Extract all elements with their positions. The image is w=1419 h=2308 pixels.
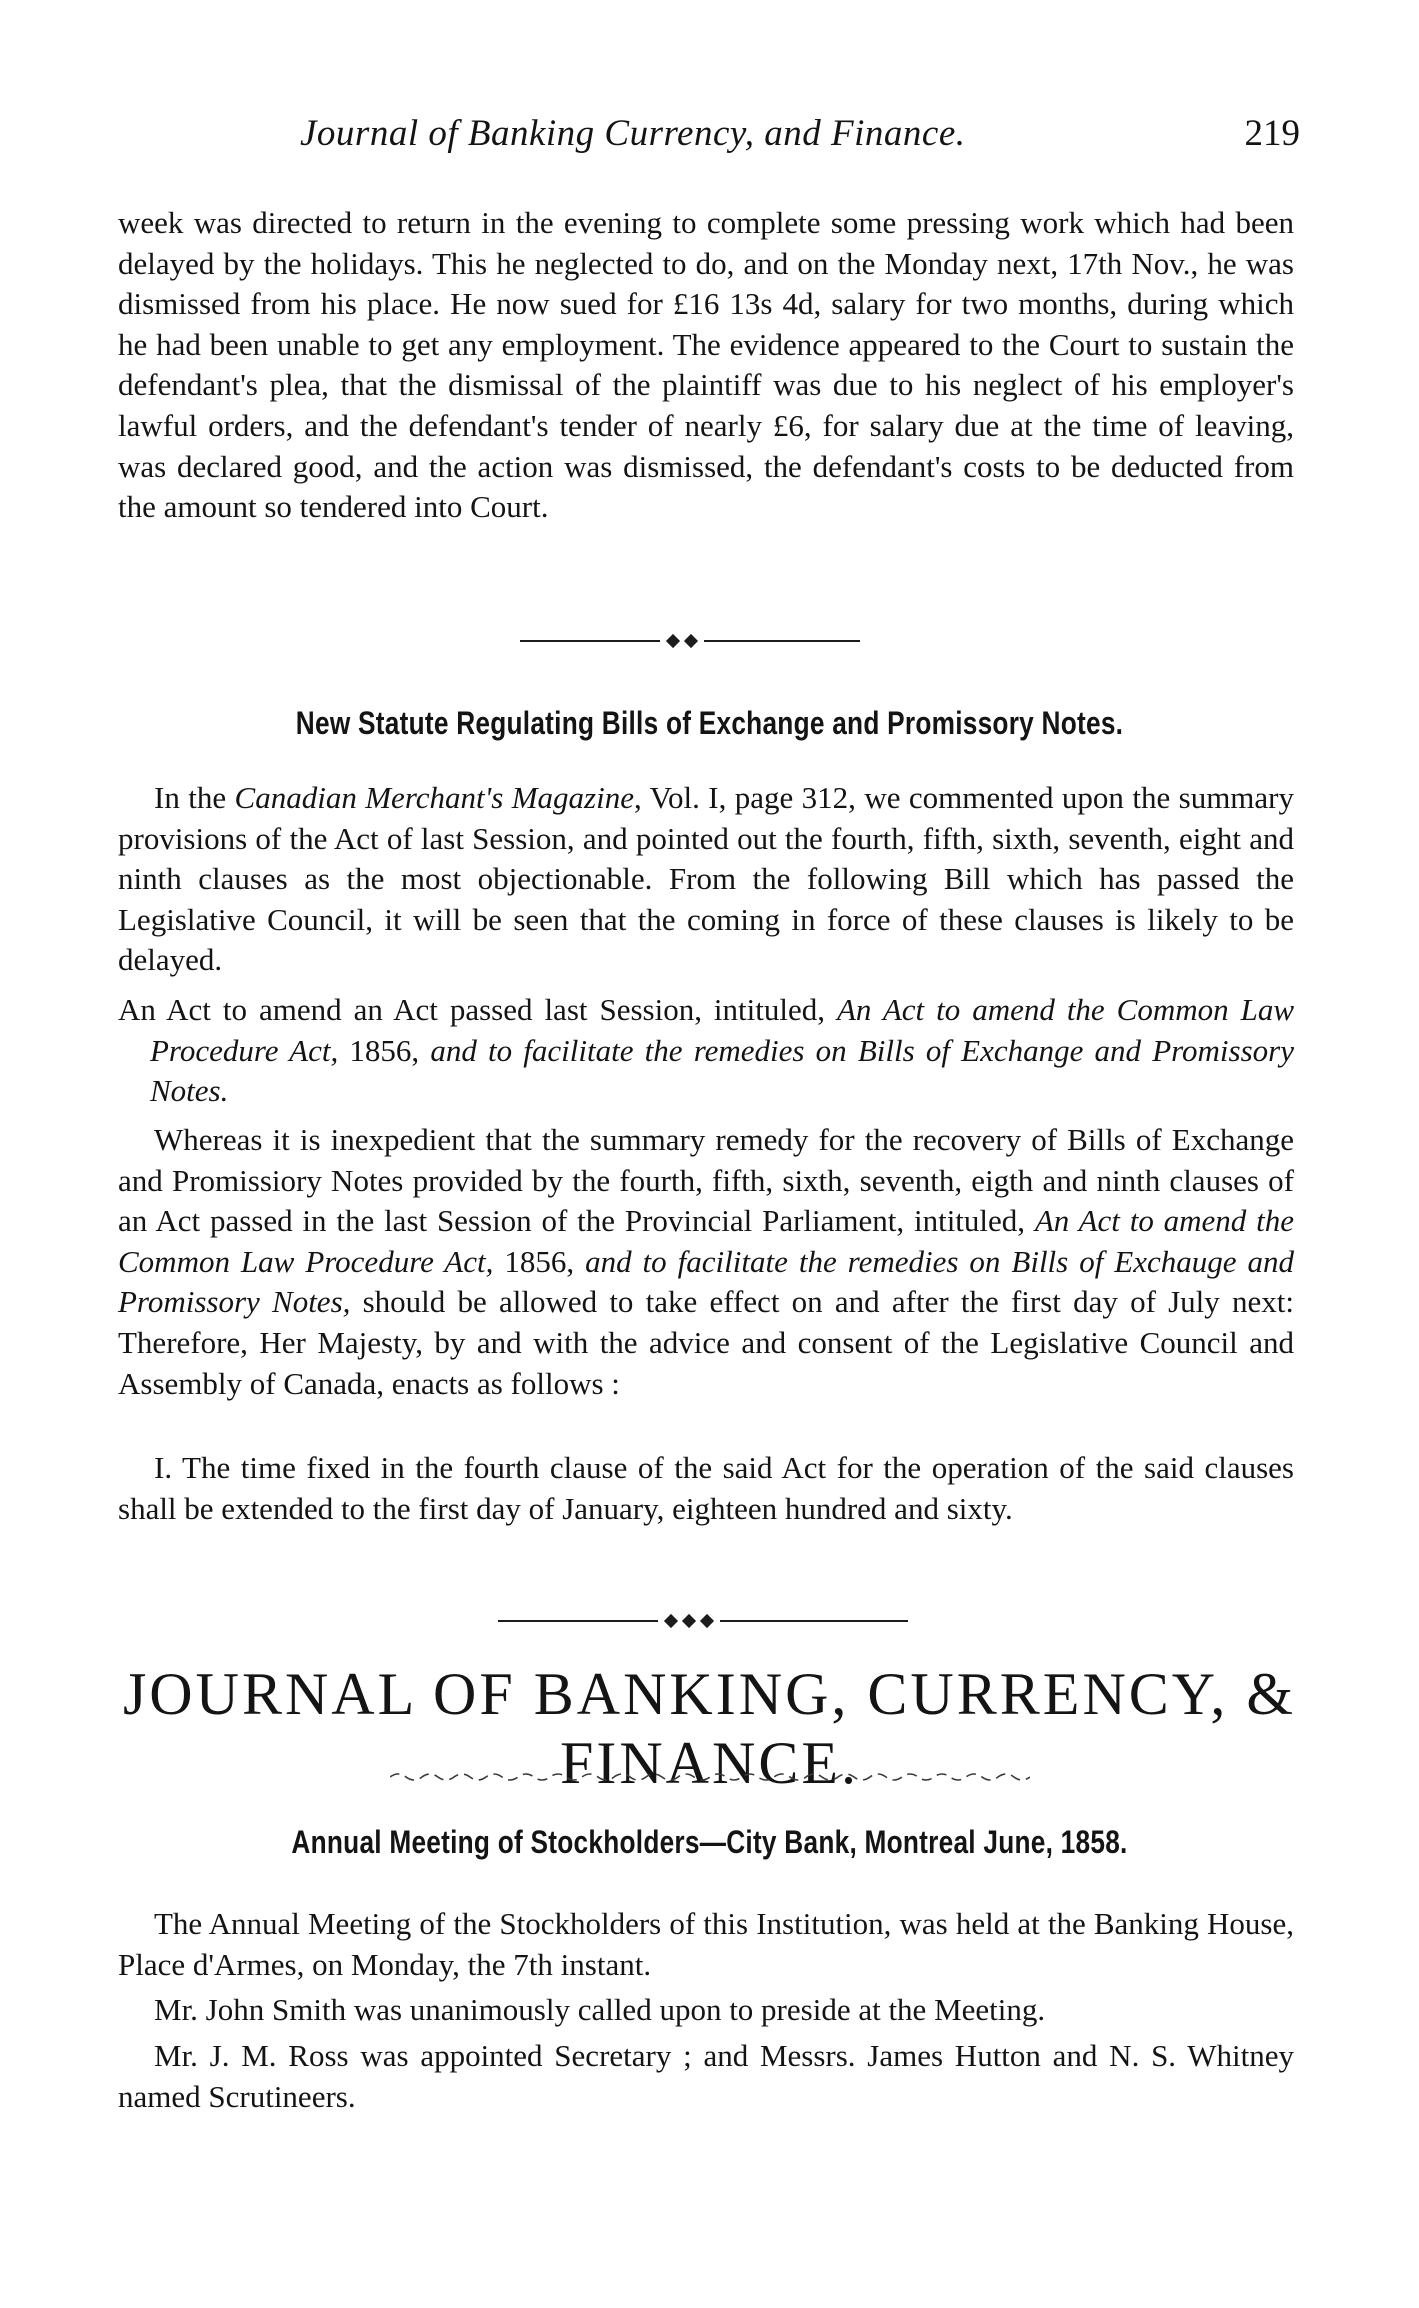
clause-one-paragraph: I. The time fixed in the fourth clause of the said Act for the operation of the said clauses shall be extended to the first day of January, eighteen hundred and sixty. <box>118 1450 1294 1526</box>
statute-heading: New Statute Regulating Bills of Exchange and Promissory Notes. <box>295 705 1124 741</box>
meeting-heading: Annual Meeting of Stockholders—City Bank, Montreal June, 1858. <box>291 1824 1128 1860</box>
act-title-italic: An Act to amend the Common Law Procedure Act, <box>150 992 1295 1068</box>
opening-paragraph: week was directed to return in the evening to complete some pressing work which had been delayed by the holidays. This he neglected to do, and on the Monday next, 17th Nov., he was dismissed from his place. He now sued for £16 13s 4d, salary for two months, during which he had been unable to get any employment. The evidence appeared to the Court to sustain the defendant's plea, that the dismissal of the plaintiff was due to his neglect of his employer's lawful orders, and the defendant's tender of nearly £6, for salary due at the time of leaving, was declared good, and the action was dismissed, the defendant's costs to be deducted from the amount so tendered into Court. <box>118 205 1294 525</box>
act-title-italic-rest: and to facilitate the remedies on Bills of Exchange and Promissory Notes. <box>150 1032 1294 1109</box>
journal-heading: JOURNAL OF BANKING, CURRENCY, & FINANCE. <box>122 1661 1297 1796</box>
meeting-paragraph: Mr. John Smith was unanimously called upon to preside at the Meeting. <box>154 1992 1046 2027</box>
section-divider-ornament <box>520 634 860 648</box>
running-head <box>300 112 1300 172</box>
act-title-year: 1856, <box>338 1032 431 1068</box>
whereas-act-title-rest: and to facilitate the remedies on Bills of Exchauge and Promissory Notes, <box>118 1243 1294 1320</box>
statute-intro-text-start: In the <box>154 780 235 815</box>
whereas-act-title: An Act to amend the Common Law Procedure Act, <box>118 1203 1294 1279</box>
meeting-paragraph: The Annual Meeting of the Stockholders of this Institution, was held at the Banking House, Place d'Armes, on Monday, the 7th instant. <box>118 1906 1294 1982</box>
meeting-paragraph: Mr. J. M. Ross was appointed Secretary ; and Messrs. James Hutton and N. S. Whitney named Scrutineers. <box>118 2038 1294 2114</box>
magazine-title: Canadian Merchant's Magazine <box>234 780 634 815</box>
running-title: Journal of Banking Currency, and Finance. <box>300 113 966 154</box>
statute-intro-text-rest: , Vol. I, page 312, we commented upon the summary provisions of the Act of last Session, and pointed out the fourth, fifth, sixth, seventh, eight and ninth clauses as the most objectionable. From the following Bill which has passed the Legislative Council, it will be seen that the coming in force of these clauses is likely to be delayed. <box>118 780 1294 978</box>
whereas-text-end: should be allowed to take effect on and after the first day of July next: Therefore, Her Majesty, by and with the advice and consent of the Legislative Council and Assembly of Canada, enacts as follows : <box>118 1284 1294 1401</box>
act-title-paragraph <box>118 990 1295 1112</box>
whereas-paragraph <box>118 1120 1294 1404</box>
whereas-year: 1856, <box>493 1243 586 1279</box>
act-title-start: An Act to amend an Act passed last Session, intituled, <box>118 992 837 1027</box>
wavy-rule-ornament <box>390 1770 1030 1784</box>
page-number: 219 <box>1244 113 1300 154</box>
whereas-text-start: Whereas it is inexpedient that the summary remedy for the recovery of Bills of Exchange and Promissiory Notes provided by the fourth, fifth, sixth, seventh, eigth and ninth clauses of an Act passed in the last Session of the Provincial Parliament, intituled, <box>118 1122 1294 1239</box>
journal-divider-ornament <box>498 1614 908 1628</box>
statute-intro-paragraph <box>118 778 1294 981</box>
